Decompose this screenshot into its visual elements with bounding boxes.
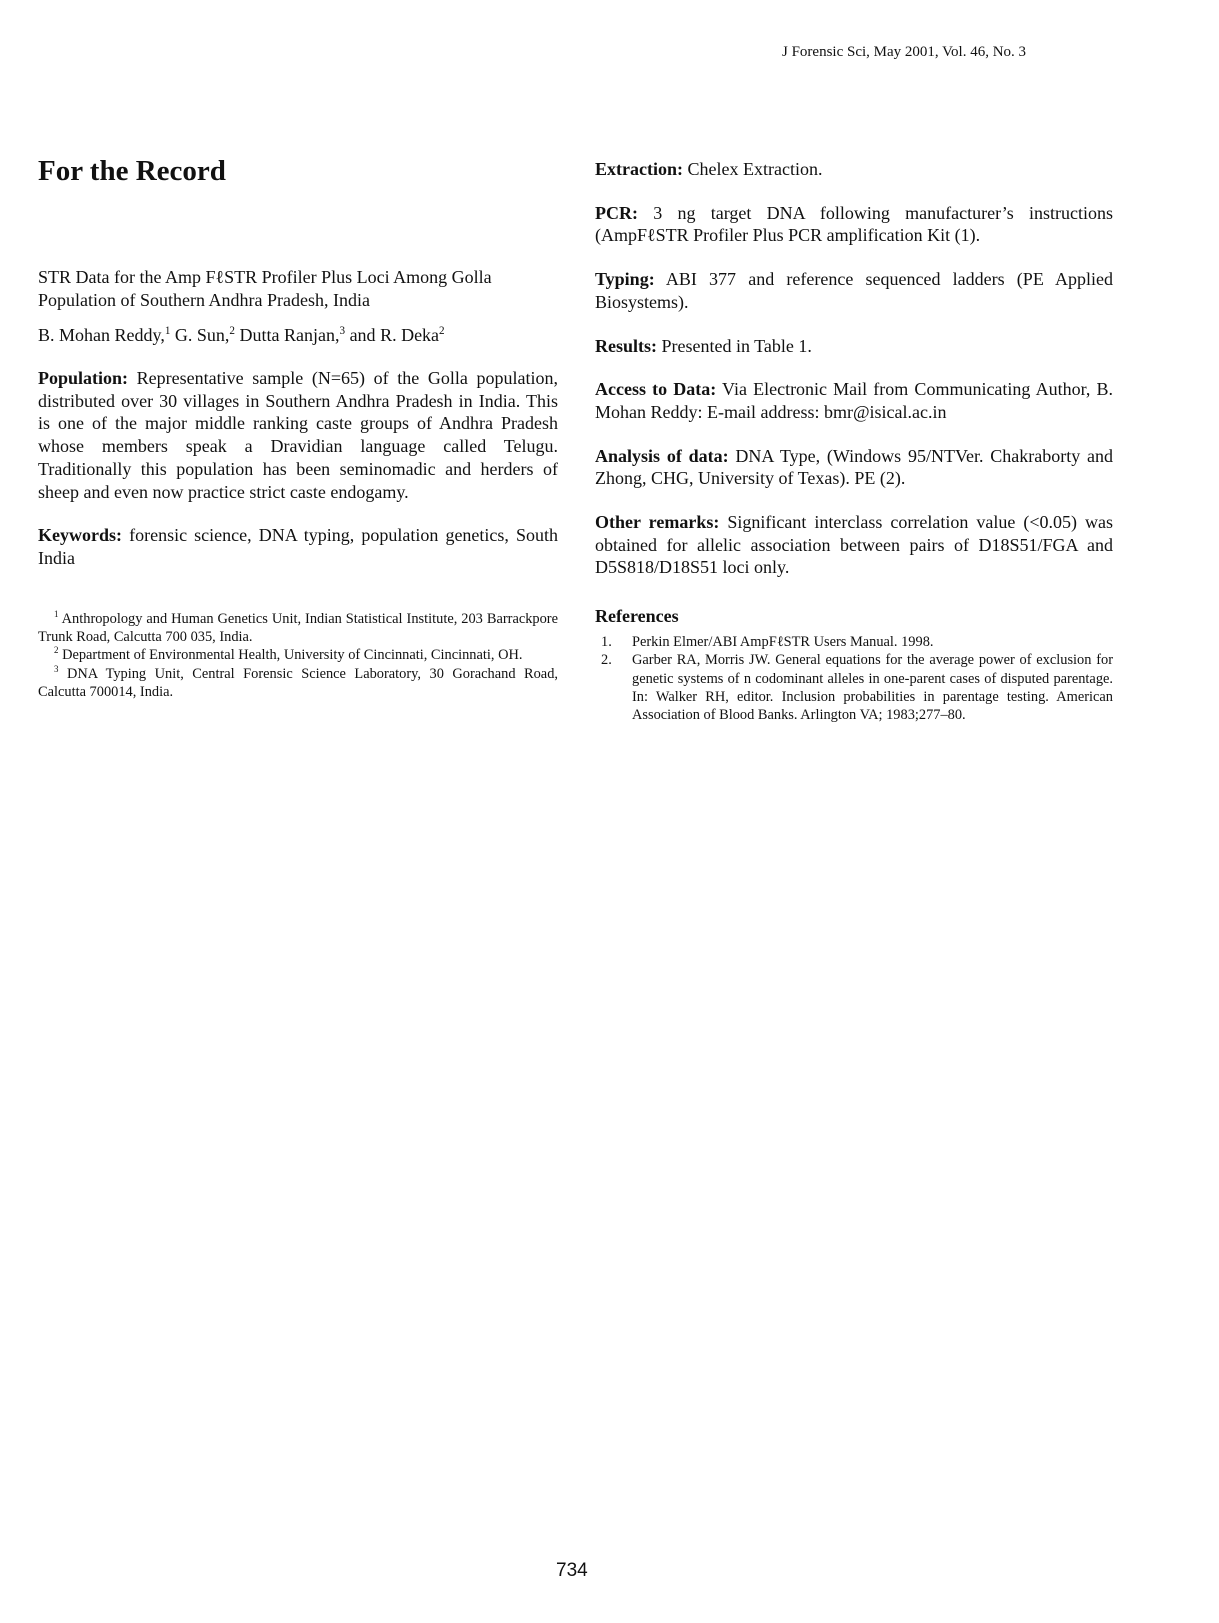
paragraph-label: PCR: bbox=[595, 202, 638, 223]
author-list bbox=[38, 324, 558, 347]
footnote-text: Anthropology and Human Genetics Unit, Indian Statistical Institute, 203 Barrackpore Trunk Road, Calcutta 700 035, India. bbox=[38, 610, 558, 645]
extraction-paragraph bbox=[595, 158, 1113, 181]
author-affiliation-mark: 2 bbox=[229, 325, 235, 337]
typing-paragraph bbox=[595, 268, 1113, 313]
author-name: B. Mohan Reddy, bbox=[38, 325, 165, 345]
author-affiliation-mark: 2 bbox=[439, 325, 445, 337]
paragraph-text: ABI 377 and reference sequenced ladders (PE Applied Biosystems). bbox=[595, 269, 1113, 312]
paragraph-text: DNA Type, (Windows 95/NTVer. Chakraborty and Zhong, CHG, University of Texas). PE (2). bbox=[595, 445, 1113, 489]
reference-item bbox=[595, 633, 1113, 651]
paragraph-text: Presented in Table 1. bbox=[661, 335, 812, 356]
paragraph-text: forensic science, DNA typing, population genetics, South India bbox=[38, 525, 559, 568]
results-paragraph bbox=[595, 335, 1113, 358]
footnote-number: 3 bbox=[54, 663, 59, 674]
footnote-text: DNA Typing Unit, Central Forensic Science Laboratory, 30 Gorachand Road, Calcutta 700014, India. bbox=[38, 665, 558, 700]
paragraph-label: Analysis of data: bbox=[595, 445, 729, 466]
paragraph-text: Significant interclass correlation value (<0.05) was obtained for allelic association between pairs of D18S51/FGA and D5S818/D18S51 loci only. bbox=[595, 512, 1113, 578]
footnote-text: Department of Environmental Health, University of Cincinnati, Cincinnati, OH. bbox=[62, 647, 523, 664]
analysis-paragraph bbox=[595, 445, 1113, 490]
article-title: STR Data for the Amp FℓSTR Profiler Plus Loci Among Golla Population of Southern Andhra Pradesh, India bbox=[38, 267, 492, 310]
reference-list bbox=[595, 633, 1113, 724]
population-paragraph bbox=[38, 367, 558, 503]
author-affiliation-mark: 1 bbox=[164, 325, 171, 337]
author-name: G. Sun, bbox=[174, 325, 230, 345]
footnote-number: 2 bbox=[54, 645, 59, 656]
running-head: J Forensic Sci, May 2001, Vol. 46, No. 3 bbox=[782, 44, 1027, 60]
access-paragraph bbox=[595, 378, 1113, 423]
page-number: 734 bbox=[556, 1560, 588, 1581]
pcr-paragraph bbox=[595, 202, 1113, 247]
left-column bbox=[38, 266, 558, 701]
reference-number: 2. bbox=[601, 652, 612, 669]
section-title: For the Record bbox=[38, 155, 226, 187]
footnote-number: 1 bbox=[54, 608, 59, 619]
author-separator: and bbox=[345, 325, 381, 345]
right-column bbox=[595, 158, 1113, 725]
reference-text: Garber RA, Morris JW. General equations for the average power of exclusion for genetic systems of n codominant alleles in one-parent cases of disputed parentage. In: Walker RH, editor. Inclusion probabilities in parentage testing. American Association of Blood Banks. Arlington VA; 1983;277–80. bbox=[632, 652, 1113, 724]
paragraph-text: Chelex Extraction. bbox=[687, 159, 823, 179]
references-heading: References bbox=[595, 606, 679, 627]
footnote bbox=[38, 646, 558, 664]
paragraph-text: 3 ng target DNA following manufacturer’s instructions (AmpFℓSTR Profiler Plus PCR amplification Kit (1). bbox=[595, 202, 1113, 246]
reference-item bbox=[595, 651, 1113, 724]
paragraph-label: Extraction: bbox=[595, 159, 683, 179]
paragraph-label: Population: bbox=[38, 368, 129, 388]
reference-text: Perkin Elmer/ABI AmpFℓSTR Users Manual. 1998. bbox=[632, 634, 934, 651]
footnote bbox=[38, 610, 558, 647]
paragraph-label: Other remarks: bbox=[595, 512, 720, 533]
reference-number: 1. bbox=[601, 634, 612, 651]
paragraph-text: Via Electronic Mail from Communicating Author, B. Mohan Reddy: E-mail address: bmr@isical.ac.in bbox=[595, 379, 1113, 422]
author-affiliation-mark: 3 bbox=[339, 325, 346, 337]
keywords-paragraph bbox=[38, 524, 558, 569]
paragraph-label: Access to Data: bbox=[595, 379, 717, 400]
paragraph-label: Typing: bbox=[595, 269, 655, 290]
paragraph-label: Results: bbox=[595, 335, 657, 356]
author-name: R. Deka bbox=[380, 325, 440, 345]
author-name: Dutta Ranjan, bbox=[239, 325, 340, 345]
footnote bbox=[38, 665, 558, 702]
paragraph-label: Keywords: bbox=[38, 525, 122, 546]
footnotes bbox=[38, 610, 558, 701]
remarks-paragraph bbox=[595, 511, 1113, 579]
paragraph-text: Representative sample (N=65) of the Golla population, distributed over 30 villages in Southern Andhra Pradesh in India. This is one of the major middle ranking caste groups of Andhra Pradesh whose members speak a Dravidian language called Telugu. Traditionally this population has been seminomadic and herders of sheep and even now practice strict caste endogamy. bbox=[38, 368, 559, 502]
